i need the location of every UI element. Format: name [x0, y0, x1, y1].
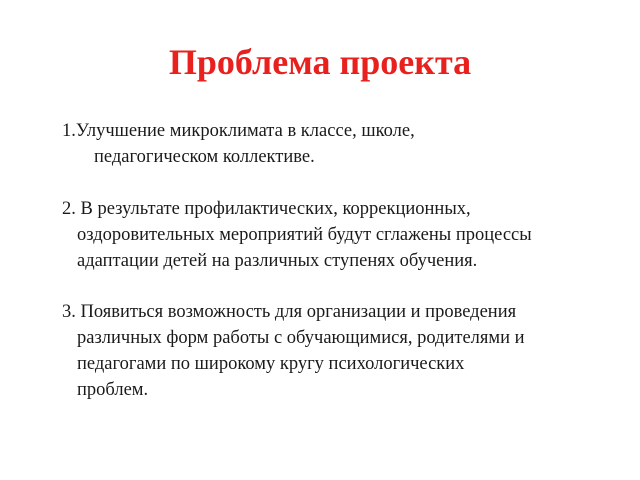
problem-item-3-line-4: проблем.: [77, 380, 149, 400]
problem-list: [62, 118, 602, 403]
slide-title: Проблема проекта: [168, 42, 472, 82]
problem-item-3: [62, 299, 602, 403]
problem-item-1-line-2: педагогическом коллективе.: [94, 147, 315, 167]
problem-item-2-line-1: 2. В результате профилактических, коррекционных,: [62, 199, 471, 219]
problem-item-2-line-3: адаптации детей на различных ступенях обучения.: [77, 251, 478, 271]
problem-item-1-line-1: 1.Улучшение микроклимата в классе, школе,: [62, 121, 415, 141]
problem-item-2: [62, 196, 602, 274]
problem-item-3-line-1: 3. Появиться возможность для организации и проведения: [62, 302, 517, 322]
problem-item-2-line-2: оздоровительных мероприятий будут сглажены процессы: [77, 225, 532, 245]
problem-item-3-line-2: различных форм работы с обучающимися, родителями и: [77, 328, 525, 348]
problem-item-3-line-3: педагогами по широкому кругу психологических: [77, 354, 465, 374]
problem-item-1: [62, 118, 602, 170]
